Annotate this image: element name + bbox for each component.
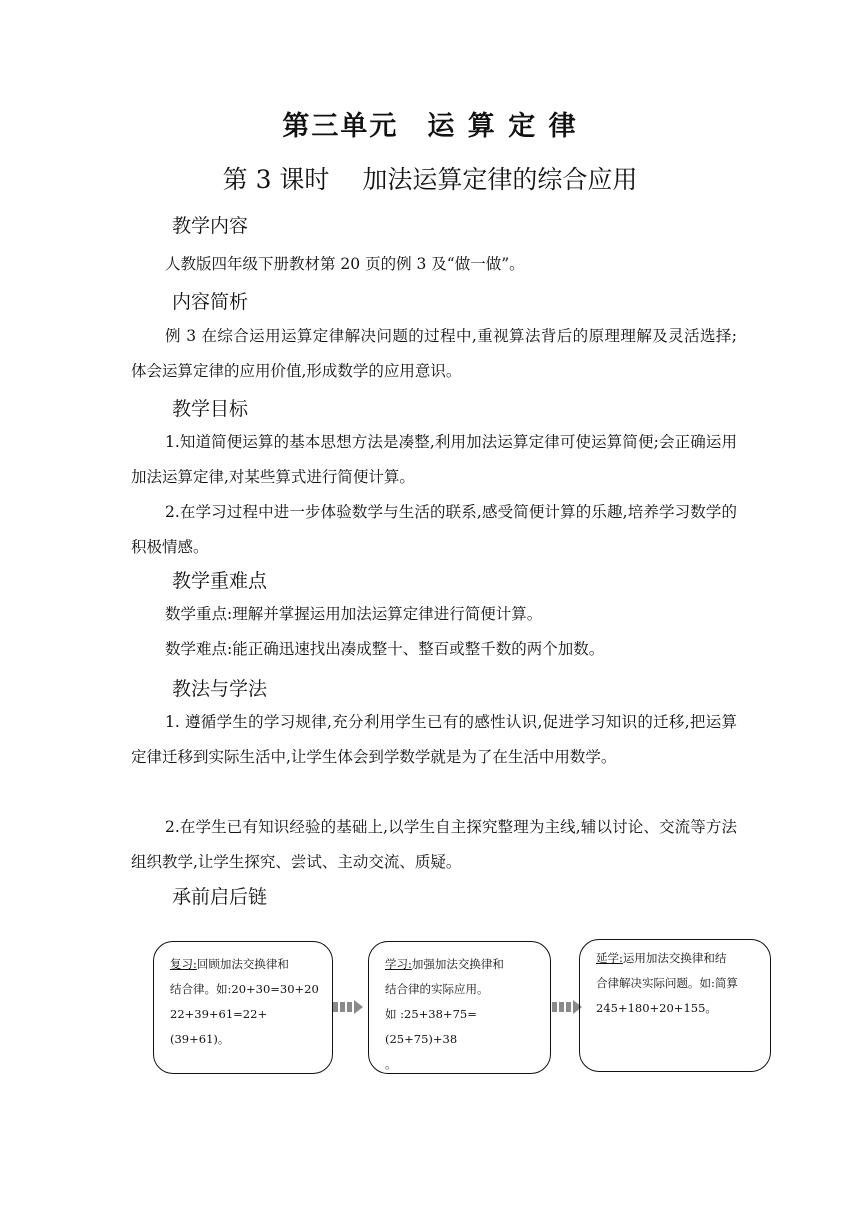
paragraph: 2.在学习过程中进一步体验数学与生活的联系,感受简便计算的乐趣,培养学习数学的积极情感。 (131, 503, 737, 556)
paragraph: 1.知道简便运算的基本思想方法是凑整,利用加法运算定律可使运算简便;会正确运用加法运算定律,对某些算式进行简便计算。 (131, 433, 737, 486)
flow-line: 回顾加法交换律和 (196, 957, 289, 971)
paragraph: 数学重点:理解并掌握运用加法运算定律进行简便计算。 (165, 605, 543, 623)
flow-line: 合律解决实际问题。如:简算 (596, 976, 738, 990)
arrow-icon (552, 1000, 582, 1014)
flow-line: 245+180+20+155。 (596, 1001, 717, 1015)
paragraph: 1. 遵循学生的学习规律,充分利用学生已有的感性认识,促进学习知识的迁移,把运算定律迁移到实际生活中,让学生体会到学数学就是为了在生活中用数学。 (131, 713, 737, 766)
flow-line: 22+39+61=22+(39+61)。 (170, 1007, 268, 1046)
heading-teaching-content: 教学内容 (172, 215, 249, 237)
heading-key-points: 教学重难点 (172, 570, 268, 592)
flow-line: 结合律。如:20+30=30+20 (170, 982, 319, 996)
paragraph: 数学难点:能正确迅速找出凑成整十、整百或整千数的两个加数。 (165, 640, 605, 658)
paragraph: 例 3 在综合运用运算定律解决问题的过程中,重视算法背后的原理理解及灵活选择;体会运算定律的应用价值,形成数学的应用意识。 (131, 327, 737, 380)
paragraph: 人教版四年级下册教材第 20 页的例 3 及“做一做”。 (165, 255, 525, 273)
flow-line: 运用加法交换律和结 (622, 951, 727, 965)
paragraph: 2.在学生已有知识经验的基础上,以学生自主探究整理为主线,辅以讨论、交流等方法组织教学,让学生探究、尝试、主动交流、质疑。 (131, 818, 737, 871)
flow-label: 学习: (385, 957, 412, 971)
flow-line: 如 :25+38+75=(25+75)+38 (385, 1007, 477, 1046)
flow-line: 结合律的实际应用。 (385, 982, 489, 996)
heading-methods: 教法与学法 (172, 678, 268, 700)
heading-teaching-goals: 教学目标 (172, 398, 249, 420)
flow-box-learn (368, 941, 551, 1074)
flow-box-extend (579, 939, 771, 1072)
arrow-icon (333, 1000, 363, 1014)
heading-content-analysis: 内容简析 (172, 291, 249, 313)
heading-lesson-chain: 承前启后链 (172, 886, 268, 908)
flow-label: 复习: (170, 957, 197, 971)
flow-box-review (153, 941, 333, 1074)
unit-title: 第三单元 运 算 定 律 (282, 111, 578, 142)
flow-line: 加强加法交换律和 (411, 957, 504, 971)
flow-line: 。 (385, 1057, 397, 1071)
lesson-title: 第 3 课时 加法运算定律的综合应用 (222, 165, 638, 194)
flow-label: 延学: (596, 951, 623, 965)
